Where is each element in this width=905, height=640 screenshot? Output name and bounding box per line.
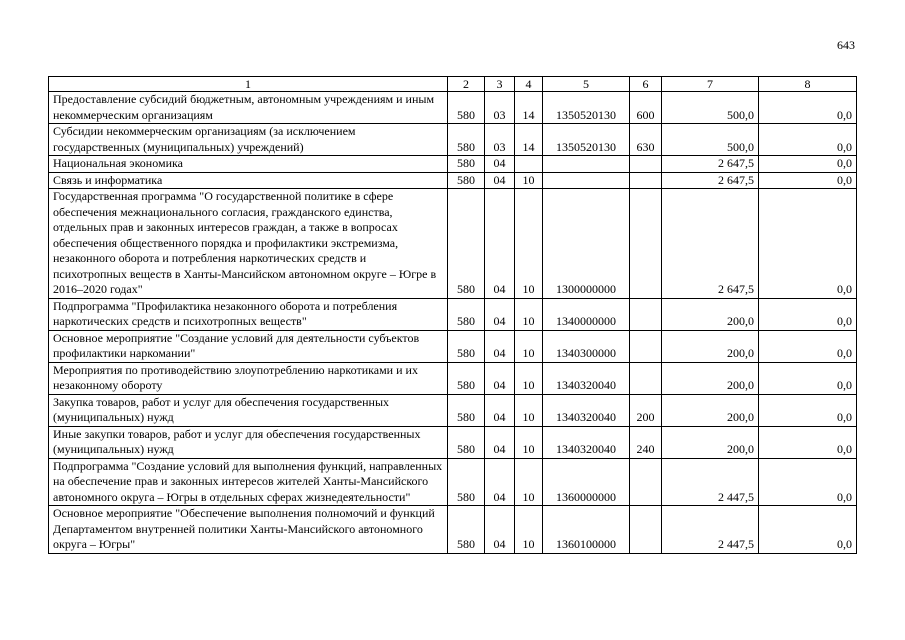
row-section-cell: 04 xyxy=(485,330,515,362)
row-section-cell: 04 xyxy=(485,172,515,189)
row-target-article-cell: 1350520130 xyxy=(543,124,630,156)
row-expense-type-cell: 240 xyxy=(630,426,662,458)
row-amount-cell: 0,0 xyxy=(759,362,857,394)
row-code-cell: 580 xyxy=(448,172,485,189)
row-subsection-cell: 14 xyxy=(515,92,543,124)
row-section-cell: 04 xyxy=(485,156,515,173)
row-amount-cell: 200,0 xyxy=(662,394,759,426)
row-subsection-cell: 10 xyxy=(515,506,543,554)
row-amount-cell: 2 647,5 xyxy=(662,189,759,299)
row-amount-cell: 2 447,5 xyxy=(662,506,759,554)
row-section-cell: 04 xyxy=(485,298,515,330)
row-code-cell: 580 xyxy=(448,506,485,554)
page-number: 643 xyxy=(837,38,855,52)
row-subsection-cell: 10 xyxy=(515,330,543,362)
row-amount-cell: 200,0 xyxy=(662,426,759,458)
row-code-cell: 580 xyxy=(448,189,485,299)
row-name-cell: Субсидии некоммерческим организациям (за исключением государственных (муниципальных) учреждений) xyxy=(49,124,448,156)
row-amount-cell: 0,0 xyxy=(759,298,857,330)
column-header: 3 xyxy=(485,77,515,92)
row-subsection-cell: 10 xyxy=(515,394,543,426)
column-header: 1 xyxy=(49,77,448,92)
row-amount-cell: 500,0 xyxy=(662,124,759,156)
table-row xyxy=(49,172,857,189)
row-name-cell: Основное мероприятие "Обеспечение выполнения полномочий и функций Департаментом внутренней политики Ханты-Мансийского автономного округа – Югры" xyxy=(49,506,448,554)
row-name-cell: Иные закупки товаров, работ и услуг для обеспечения государственных (муниципальных) нужд xyxy=(49,426,448,458)
row-amount-cell: 200,0 xyxy=(662,362,759,394)
row-target-article-cell: 1350520130 xyxy=(543,92,630,124)
row-subsection-cell: 10 xyxy=(515,172,543,189)
row-target-article-cell: 1360000000 xyxy=(543,458,630,506)
table-row xyxy=(49,189,857,299)
table-row xyxy=(49,330,857,362)
column-header: 8 xyxy=(759,77,857,92)
row-code-cell: 580 xyxy=(448,330,485,362)
row-amount-cell: 0,0 xyxy=(759,124,857,156)
row-amount-cell: 0,0 xyxy=(759,426,857,458)
row-expense-type-cell: 200 xyxy=(630,394,662,426)
row-subsection-cell: 14 xyxy=(515,124,543,156)
table-row xyxy=(49,426,857,458)
column-header: 2 xyxy=(448,77,485,92)
row-subsection-cell: 10 xyxy=(515,426,543,458)
row-amount-cell: 0,0 xyxy=(759,394,857,426)
row-expense-type-cell xyxy=(630,156,662,173)
row-target-article-cell xyxy=(543,172,630,189)
table-row xyxy=(49,362,857,394)
row-subsection-cell: 10 xyxy=(515,298,543,330)
row-code-cell: 580 xyxy=(448,426,485,458)
row-expense-type-cell xyxy=(630,330,662,362)
row-code-cell: 580 xyxy=(448,362,485,394)
row-expense-type-cell xyxy=(630,298,662,330)
row-name-cell: Подпрограмма "Профилактика незаконного оборота и потребления наркотических средств и психотропных веществ" xyxy=(49,298,448,330)
row-name-cell: Подпрограмма "Создание условий для выполнения функций, направленных на обеспечение прав и законных интересов жителей Ханты-Мансийского автономного округа – Югры в отдельных сферах жизнедеятельности" xyxy=(49,458,448,506)
row-amount-cell: 2 447,5 xyxy=(662,458,759,506)
row-section-cell: 04 xyxy=(485,458,515,506)
row-expense-type-cell xyxy=(630,189,662,299)
row-section-cell: 04 xyxy=(485,506,515,554)
row-target-article-cell: 1340320040 xyxy=(543,394,630,426)
row-expense-type-cell xyxy=(630,172,662,189)
row-section-cell: 03 xyxy=(485,124,515,156)
row-name-cell: Закупка товаров, работ и услуг для обеспечения государственных (муниципальных) нужд xyxy=(49,394,448,426)
table-row xyxy=(49,506,857,554)
column-header: 4 xyxy=(515,77,543,92)
row-subsection-cell: 10 xyxy=(515,458,543,506)
row-name-cell: Мероприятия по противодействию злоупотреблению наркотиками и их незаконному обороту xyxy=(49,362,448,394)
row-name-cell: Предоставление субсидий бюджетным, автономным учреждениям и иным некоммерческим организациям xyxy=(49,92,448,124)
row-target-article-cell: 1340320040 xyxy=(543,362,630,394)
row-code-cell: 580 xyxy=(448,92,485,124)
table-row xyxy=(49,92,857,124)
table-row xyxy=(49,394,857,426)
row-expense-type-cell: 630 xyxy=(630,124,662,156)
row-target-article-cell: 1360100000 xyxy=(543,506,630,554)
row-name-cell: Основное мероприятие "Создание условий для деятельности субъектов профилактики наркомании" xyxy=(49,330,448,362)
column-header: 5 xyxy=(543,77,630,92)
row-amount-cell: 0,0 xyxy=(759,458,857,506)
row-subsection-cell: 10 xyxy=(515,189,543,299)
row-name-cell: Государственная программа "О государственной политике в сфере обеспечения межнационального согласия, гражданского единства, отдельных прав и законных интересов граждан, а также в вопросах обеспечения общественного порядка и профилактики экстремизма, незаконного оборота и потребления наркотических средств и психотропных веществ в Ханты-Мансийском автономном округе – Югре в 2016–2020 годах" xyxy=(49,189,448,299)
row-name-cell: Связь и информатика xyxy=(49,172,448,189)
row-amount-cell: 200,0 xyxy=(662,330,759,362)
row-expense-type-cell xyxy=(630,362,662,394)
row-target-article-cell: 1340320040 xyxy=(543,426,630,458)
row-amount-cell: 0,0 xyxy=(759,92,857,124)
row-subsection-cell xyxy=(515,156,543,173)
row-section-cell: 04 xyxy=(485,362,515,394)
row-amount-cell: 0,0 xyxy=(759,156,857,173)
row-target-article-cell: 1300000000 xyxy=(543,189,630,299)
table-row xyxy=(49,298,857,330)
column-header: 7 xyxy=(662,77,759,92)
row-amount-cell: 2 647,5 xyxy=(662,172,759,189)
row-section-cell: 04 xyxy=(485,189,515,299)
row-expense-type-cell xyxy=(630,458,662,506)
row-amount-cell: 0,0 xyxy=(759,189,857,299)
row-amount-cell: 0,0 xyxy=(759,172,857,189)
row-amount-cell: 0,0 xyxy=(759,506,857,554)
table-header-row xyxy=(49,77,857,92)
row-expense-type-cell xyxy=(630,506,662,554)
table-row xyxy=(49,124,857,156)
row-subsection-cell: 10 xyxy=(515,362,543,394)
row-code-cell: 580 xyxy=(448,458,485,506)
row-name-cell: Национальная экономика xyxy=(49,156,448,173)
row-amount-cell: 200,0 xyxy=(662,298,759,330)
row-target-article-cell: 1340300000 xyxy=(543,330,630,362)
row-amount-cell: 500,0 xyxy=(662,92,759,124)
row-target-article-cell xyxy=(543,156,630,173)
row-section-cell: 04 xyxy=(485,426,515,458)
row-section-cell: 03 xyxy=(485,92,515,124)
row-code-cell: 580 xyxy=(448,156,485,173)
row-target-article-cell: 1340000000 xyxy=(543,298,630,330)
row-section-cell: 04 xyxy=(485,394,515,426)
row-code-cell: 580 xyxy=(448,394,485,426)
table-row xyxy=(49,458,857,506)
row-amount-cell: 0,0 xyxy=(759,330,857,362)
row-code-cell: 580 xyxy=(448,124,485,156)
row-amount-cell: 2 647,5 xyxy=(662,156,759,173)
row-expense-type-cell: 600 xyxy=(630,92,662,124)
row-code-cell: 580 xyxy=(448,298,485,330)
table-row xyxy=(49,156,857,173)
budget-table xyxy=(48,76,857,554)
column-header: 6 xyxy=(630,77,662,92)
